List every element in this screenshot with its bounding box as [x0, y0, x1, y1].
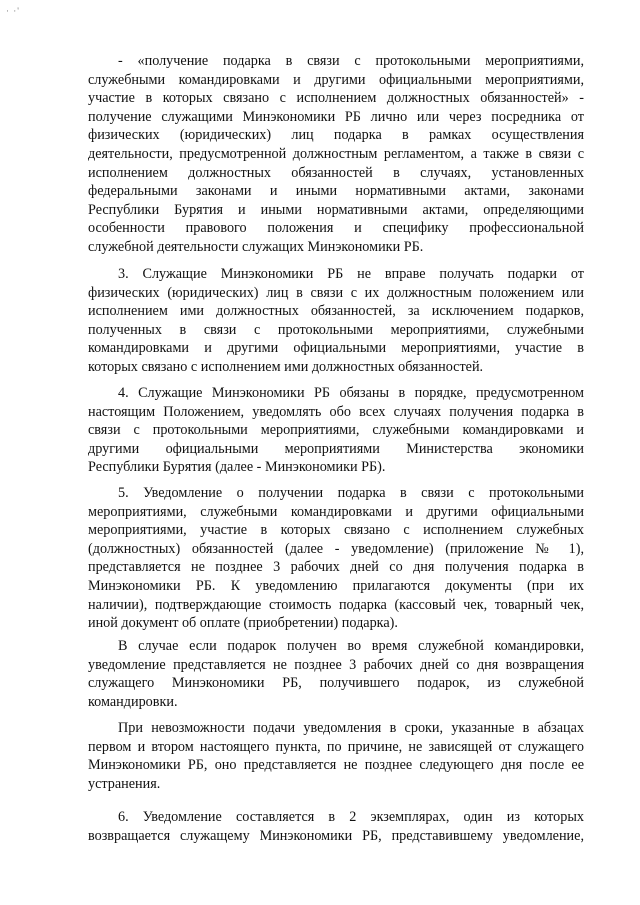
- text-line: представляется не позднее 3 рабочих дней со дня получения подарка в: [88, 559, 584, 576]
- text-line: Республики Бурятия (далее - Минэкономики РБ).: [88, 459, 386, 476]
- text-line: мероприятиями, служебными командировками и другими официальными: [88, 503, 584, 520]
- text-line: служебными командировками и другими официальными мероприятиями,: [88, 71, 584, 88]
- paragraph-item-4: [88, 384, 584, 477]
- text-line: физических (юридических) лиц в связи с их должностным положением или: [88, 284, 584, 301]
- text-line: 3. Служащие Минэкономики РБ не вправе получать подарки от: [118, 266, 584, 282]
- text-line: первом и втором настоящего пункта, по причине, не зависящей от служащего: [88, 738, 584, 755]
- text-line: устранения.: [88, 775, 161, 792]
- paragraph-item-5-business-trip: [88, 637, 584, 711]
- text-line: служащего Минэкономики РБ, получившего подарок, из служебной: [88, 675, 584, 692]
- text-line: Республики Бурятия и иными нормативными актами, определяющими: [88, 201, 584, 218]
- paragraph-item-5-impossibility: [88, 719, 584, 793]
- text-line: 4. Служащие Минэкономики РБ обязаны в порядке, предусмотренном: [118, 385, 584, 401]
- text-line: - «получение подарка в связи с протокольными мероприятиями,: [118, 53, 584, 69]
- text-line: 5. Уведомление о получении подарка в связи с протокольными: [118, 485, 584, 501]
- text-line: командировками и другими официальными мероприятиями, участие в: [88, 340, 584, 357]
- text-line: 6. Уведомление составляется в 2 экземплярах, один из которых: [118, 809, 584, 825]
- scan-artifact-mark: · ·': [6, 6, 20, 16]
- text-line: другими официальными мероприятиями Министерства экономики: [88, 440, 584, 457]
- text-line: иной документ об оплате (приобретении) подарка).: [88, 615, 398, 632]
- text-line: (должностных) обязанностей (далее - уведомление) (приложение № 1),: [88, 540, 584, 557]
- text-line: получение служащими Минэкономики РБ лично или через посредника от: [88, 108, 584, 125]
- paragraph-bullet-definition: [88, 52, 584, 257]
- text-line: исполнением должностных обязанностей в случаях, установленных: [88, 164, 584, 181]
- text-line: служебной деятельности служащих Минэкономики РБ.: [88, 238, 424, 255]
- text-line: Минэкономики РБ. К уведомлению прилагаются документы (при их: [88, 577, 584, 594]
- text-line: настоящим Положением, уведомлять обо всех случаях получения подарка в: [88, 403, 584, 420]
- text-line: которых связано с исполнением ими должностных обязанностей.: [88, 358, 484, 375]
- text-line: исполнением ими должностных обязанностей, за исключением подарков,: [88, 303, 584, 320]
- text-line: участие в которых связано с исполнением должностных обязанностей» -: [88, 90, 584, 107]
- text-line: особенности правового положения и специфику профессиональной: [88, 220, 584, 237]
- paragraph-item-6: [88, 808, 584, 845]
- paragraph-item-3: [88, 265, 584, 377]
- text-line: наличии), подтверждающие стоимость подарка (кассовый чек, товарный чек,: [88, 596, 584, 613]
- text-line: возвращается служащему Минэкономики РБ, представившему уведомление,: [88, 827, 584, 844]
- text-line: деятельности, предусмотренной должностным регламентом, а также в связи с: [88, 145, 584, 162]
- text-line: физических (юридических) лиц подарка в рамках осуществления: [88, 127, 584, 144]
- text-line: В случае если подарок получен во время служебной командировки,: [118, 638, 584, 654]
- text-line: федеральными законами и иными нормативными актами, законами: [88, 183, 584, 200]
- text-line: Минэкономики РБ, оно представляется не позднее следующего дня после ее: [88, 757, 584, 774]
- text-line: уведомление представляется не позднее 3 рабочих дней со дня возвращения: [88, 656, 584, 673]
- paragraph-item-5: [88, 484, 584, 633]
- text-line: полученных в связи с протокольными мероприятиями, служебными: [88, 321, 584, 338]
- text-line: связи с протокольными мероприятиями, служебными командировками и: [88, 422, 584, 439]
- text-line: командировки.: [88, 693, 178, 710]
- text-line: При невозможности подачи уведомления в сроки, указанные в абзацах: [118, 720, 584, 736]
- text-line: мероприятиями, участие в которых связано с исполнением служебных: [88, 522, 584, 539]
